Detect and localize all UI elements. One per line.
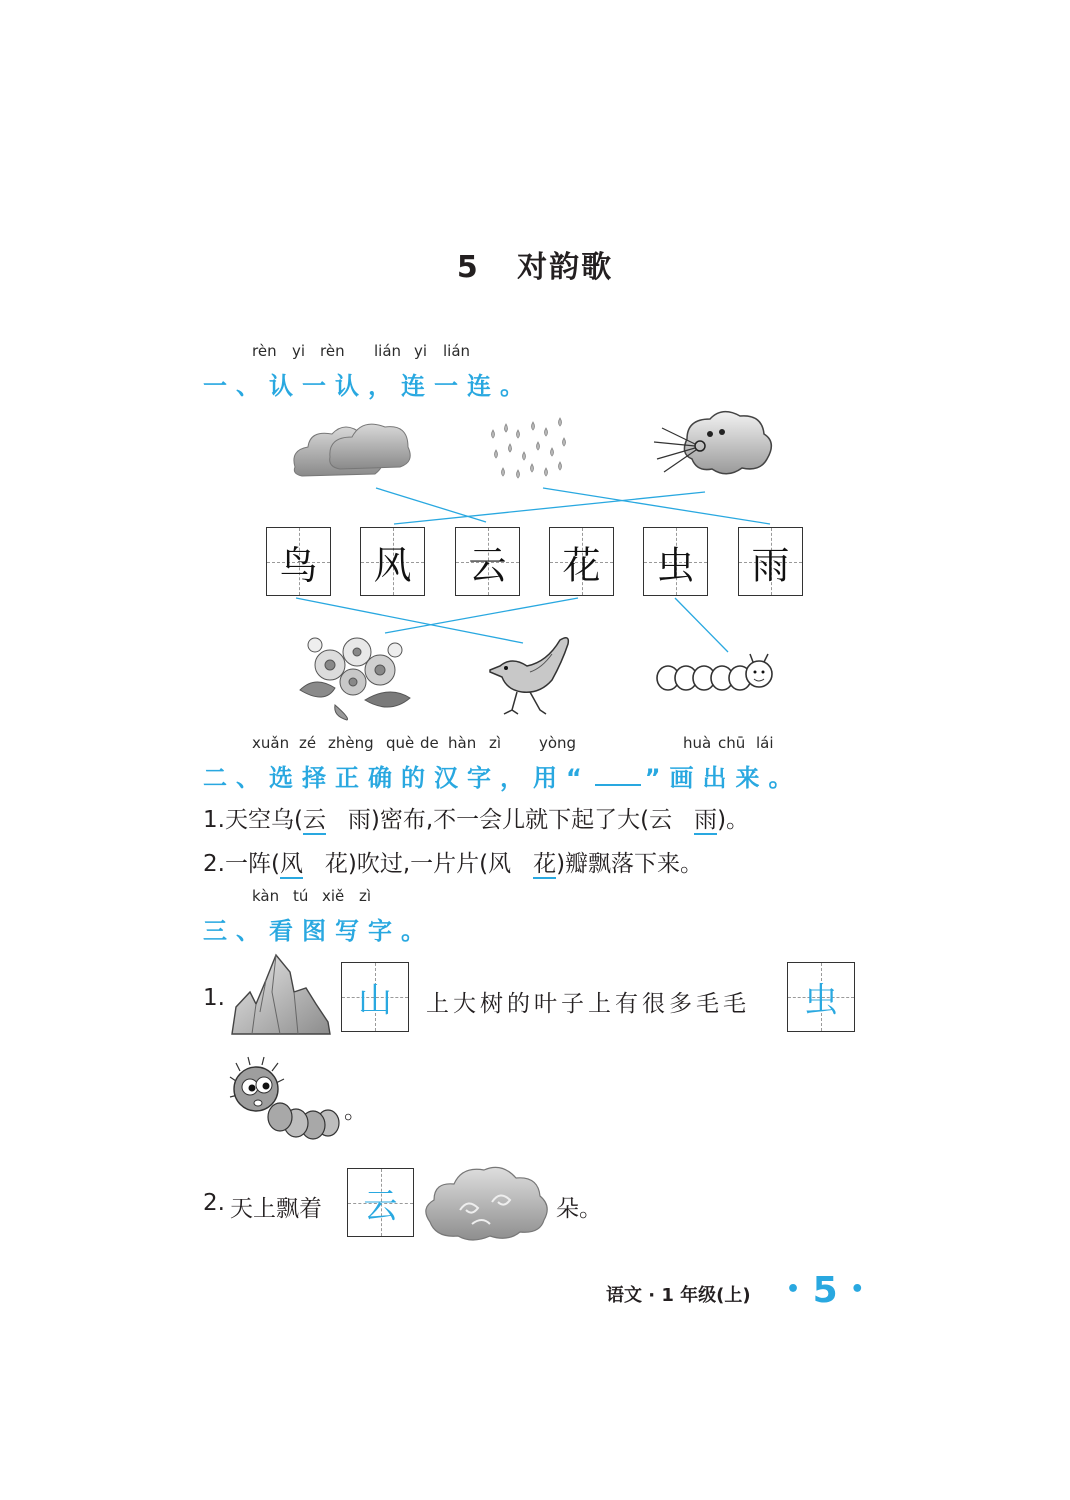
footer-subject: 语文 · 1 年级(上)	[606, 1285, 751, 1306]
q2-2-number: 2.	[203, 851, 225, 877]
section3-pinyin-3: xiě	[322, 887, 345, 905]
q3-1-number: 1.	[203, 985, 225, 1011]
section3-pinyin-4: zì	[359, 887, 372, 905]
char-box-4[interactable]	[549, 527, 614, 596]
q2-2-text-1: 一阵(	[224, 851, 280, 877]
answer-box-shan[interactable]	[341, 962, 409, 1032]
answer-chong: 虫	[804, 980, 838, 1021]
char-4: 花	[562, 543, 601, 587]
section1-pinyin-3: rèn	[320, 342, 345, 360]
lesson-number: 5	[456, 250, 480, 285]
section2-heading-part1: 二、选择正确的汉字，用“	[203, 764, 591, 792]
flower-picture	[295, 630, 415, 720]
section2-pinyin-4: què	[386, 734, 415, 752]
q3-2-text: 天上飘着	[230, 1196, 322, 1222]
section2-pinyin-10: chū	[718, 734, 746, 752]
q2-1-text-3: )。	[717, 807, 750, 833]
answer-yun: 云	[363, 1186, 398, 1226]
q2-1-option-yun[interactable]: 云	[302, 807, 326, 833]
caterpillar-picture	[656, 652, 774, 698]
section3-heading: 三、看图写字。	[203, 917, 434, 945]
section1-heading: 一、认一认，连一连。	[203, 372, 533, 400]
char-3: 云	[468, 543, 507, 587]
char-box-6[interactable]	[738, 527, 803, 596]
q3-2-number: 2.	[203, 1190, 225, 1216]
section2-heading-part2: ”画出来。	[644, 764, 802, 792]
q2-1-option-yu[interactable]: 雨	[347, 807, 371, 833]
section1-pinyin-6: lián	[443, 342, 471, 360]
section2-pinyin-2: zé	[299, 734, 317, 752]
page-number-value: 5	[812, 1270, 838, 1311]
section2-pinyin-6: hàn	[448, 734, 477, 752]
section2-pinyin-7: zì	[489, 734, 502, 752]
section2-pinyin-11: lái	[756, 734, 774, 752]
q2-1-text-2: )密布,不一会儿就下起了大(	[370, 807, 650, 833]
page-dot-left: •	[786, 1277, 801, 1302]
page-number	[786, 1270, 864, 1311]
char-1: 鸟	[279, 543, 318, 587]
cloud-cartoon	[420, 1160, 552, 1244]
q2-2-option-feng-2[interactable]: 风	[488, 851, 512, 877]
section3-pinyin-2: tú	[293, 887, 309, 905]
lesson-title: 对韵歌	[517, 250, 614, 285]
page-dot-right: •	[850, 1277, 865, 1302]
section2-pinyin-1: xuǎn	[252, 734, 290, 752]
answer-shan: 山	[358, 980, 392, 1021]
char-box-2[interactable]	[360, 527, 425, 596]
mountain-picture	[228, 952, 333, 1038]
underline-sample	[595, 784, 641, 786]
question-2-1	[203, 801, 749, 834]
char-2: 风	[373, 543, 412, 587]
section3-pinyin-1: kàn	[252, 887, 280, 905]
q2-2-option-hua[interactable]: 花	[324, 851, 348, 877]
q3-2-end: 朵。	[556, 1196, 602, 1222]
section2-heading	[203, 758, 802, 793]
q2-2-text-2: )吹过,一片片(	[347, 851, 489, 877]
section2-pinyin-9: huà	[683, 734, 712, 752]
q2-2-option-feng[interactable]: 风	[279, 851, 303, 877]
q2-2-option-hua-2[interactable]: 花	[533, 851, 557, 877]
q2-1-option-yun-2[interactable]: 云	[649, 807, 673, 833]
answer-box-chong[interactable]	[787, 962, 855, 1032]
section1-pinyin-2: yi	[292, 342, 306, 360]
char-6: 雨	[751, 543, 790, 587]
char-box-1[interactable]	[266, 527, 331, 596]
q2-1-option-yu-2[interactable]: 雨	[694, 807, 718, 833]
q2-1-number: 1.	[203, 807, 225, 833]
section1-pinyin-4: lián	[374, 342, 402, 360]
question-2-2	[203, 845, 703, 878]
q3-1-end: 。	[344, 1098, 367, 1124]
char-5: 虫	[656, 543, 695, 587]
section1-pinyin-1: rèn	[252, 342, 277, 360]
section2-pinyin-8: yòng	[539, 734, 577, 752]
section2-pinyin-5: de	[420, 734, 439, 752]
char-box-3[interactable]	[455, 527, 520, 596]
bird-picture	[482, 632, 577, 722]
q2-1-text-1: 天空乌(	[224, 807, 303, 833]
section1-pinyin-5: yi	[414, 342, 428, 360]
char-box-5[interactable]	[643, 527, 708, 596]
q3-1-text: 上大树的叶子上有很多毛毛	[426, 991, 750, 1017]
q2-2-text-3: )瓣飘落下来。	[556, 851, 704, 877]
caterpillar-cartoon	[228, 1055, 343, 1145]
answer-box-yun[interactable]	[347, 1168, 414, 1237]
section2-pinyin-3: zhèng	[328, 734, 374, 752]
